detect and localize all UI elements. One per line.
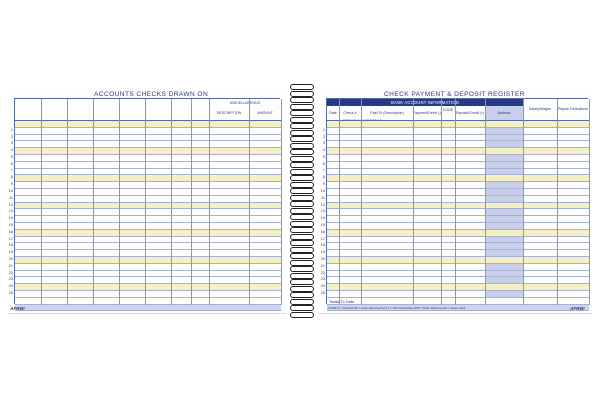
header-rule <box>15 99 281 121</box>
row-number: 10 <box>8 189 13 193</box>
spiral-coil <box>290 188 314 194</box>
row-number: 17 <box>320 236 325 241</box>
ledger-row[interactable] <box>327 277 589 284</box>
spiral-coil <box>290 97 314 103</box>
spiral-coil <box>290 201 314 207</box>
ledger-row[interactable] <box>327 209 589 216</box>
spiral-coil <box>290 221 314 227</box>
row-number: 9 <box>10 182 13 187</box>
row-number: 14 <box>8 216 13 221</box>
right-page <box>318 88 592 314</box>
spiral-coil <box>290 279 314 285</box>
ledger-row[interactable] <box>327 230 589 237</box>
row-number: 16 <box>8 229 13 234</box>
column-rule <box>249 99 250 305</box>
left-page-title: ACCOUNTS CHECKS DRAWN ON <box>94 91 209 98</box>
right-page-title: CHECK PAYMENT & DEPOSIT REGISTER <box>384 91 525 98</box>
ledger-row[interactable] <box>327 141 589 148</box>
row-number: 24 <box>8 284 13 289</box>
row-number: 24 <box>320 284 325 289</box>
column-rule <box>485 99 486 305</box>
col-payroll: Payroll Deductions <box>558 107 588 111</box>
ledger-row[interactable] <box>15 264 281 271</box>
ledger-row[interactable] <box>327 257 589 264</box>
column-rule <box>145 99 146 305</box>
spiral-coil <box>290 299 314 305</box>
column-rule <box>67 99 68 305</box>
ledger-row[interactable] <box>327 250 589 257</box>
column-rule <box>191 99 192 305</box>
ledger-row[interactable] <box>327 155 589 162</box>
spiral-coil <box>290 169 314 175</box>
spiral-coil <box>290 117 314 123</box>
column-rule <box>557 99 558 305</box>
row-number: 1 <box>322 127 325 132</box>
totals-row[interactable] <box>15 305 281 312</box>
ledger-row[interactable] <box>15 189 281 196</box>
col-deposit: Deposit/Credit (+) <box>455 111 485 115</box>
ledger-row[interactable] <box>15 162 281 169</box>
ledger-row[interactable] <box>15 257 281 264</box>
row-number: 7 <box>322 168 325 173</box>
ledger-row[interactable] <box>15 277 281 284</box>
col-balance: Balance <box>497 111 511 115</box>
row-number: 21 <box>320 263 325 268</box>
ledger-row[interactable] <box>15 243 281 250</box>
spiral-coil <box>290 240 314 246</box>
spiral-coil <box>290 182 314 188</box>
row-number: 22 <box>8 270 13 275</box>
ledger-row[interactable] <box>327 298 589 305</box>
ledger-row[interactable] <box>327 148 589 155</box>
column-rule <box>93 99 94 305</box>
spiral-coil <box>290 123 314 129</box>
row-number: 20 <box>8 257 13 261</box>
spiral-coil <box>290 253 314 259</box>
description-header: DESCRIPTION <box>216 111 242 115</box>
amount-header: AMOUNT <box>257 111 273 115</box>
row-number: 11 <box>321 195 325 200</box>
left-ledger-grid <box>14 98 280 304</box>
row-number: 4 <box>10 148 13 153</box>
ledger-row[interactable] <box>15 169 281 176</box>
ledger-row[interactable] <box>15 237 281 244</box>
row-number: 12 <box>8 202 13 207</box>
ledger-row[interactable] <box>15 182 281 189</box>
spiral-coil <box>290 273 314 279</box>
col-paid-to: Paid To (Description) <box>370 111 404 115</box>
ledger-row[interactable] <box>15 216 281 223</box>
spiral-coil <box>290 84 314 90</box>
ledger-row[interactable] <box>327 162 589 169</box>
spiral-coil <box>290 305 314 311</box>
spiral-coil <box>290 136 314 142</box>
spiral-coil <box>290 312 314 318</box>
row-number: 18 <box>320 243 325 248</box>
ledger-row[interactable] <box>327 237 589 244</box>
bank-account-info-bar: BANK ACCOUNT INFORMATION <box>327 99 523 106</box>
spiral-coil <box>290 104 314 110</box>
misc-header: MISCELLANEOUS <box>229 101 261 105</box>
ledger-row[interactable] <box>15 155 281 162</box>
ledger-row[interactable] <box>15 128 281 135</box>
row-number: 4 <box>322 148 325 153</box>
spiral-coil <box>290 286 314 292</box>
ledger-row[interactable] <box>327 175 589 182</box>
ledger-row[interactable] <box>327 128 589 135</box>
spiral-coil <box>290 130 314 136</box>
ledger-row[interactable] <box>327 271 589 278</box>
spiral-coil <box>290 234 314 240</box>
spiral-binding <box>286 84 318 320</box>
ledger-row[interactable] <box>327 284 589 291</box>
column-rule <box>171 99 172 305</box>
ledger-row[interactable] <box>15 291 281 298</box>
spiral-coil <box>290 91 314 97</box>
column-rule <box>119 99 120 305</box>
ledger-row[interactable] <box>15 298 281 305</box>
row-number: 2 <box>10 134 13 139</box>
row-number: 2 <box>322 134 325 139</box>
col-date: Date <box>329 111 337 115</box>
row-number: 3 <box>322 141 325 146</box>
ledger-row[interactable] <box>327 243 589 250</box>
column-rule <box>523 99 524 305</box>
column-rule <box>209 99 210 305</box>
ledger-row[interactable] <box>15 230 281 237</box>
row-number: 13 <box>8 209 13 214</box>
spiral-coil <box>290 266 314 272</box>
col-code: CODE <box>442 108 454 112</box>
column-rule <box>41 99 42 305</box>
ledger-row[interactable] <box>327 223 589 230</box>
spiral-coil <box>290 143 314 149</box>
ledger-row[interactable] <box>327 216 589 223</box>
ledger-row[interactable] <box>327 291 589 298</box>
column-rule <box>441 99 442 305</box>
ledger-row[interactable] <box>15 121 281 128</box>
ledger-row[interactable] <box>327 169 589 176</box>
spiral-coil <box>290 175 314 181</box>
spiral-coil <box>290 156 314 162</box>
col-payment: Payment/Debit (-) <box>413 111 442 115</box>
row-number: 14 <box>320 216 325 221</box>
ledger-row[interactable] <box>15 203 281 210</box>
ledger-row[interactable] <box>15 135 281 142</box>
spiral-coil <box>290 260 314 266</box>
column-rule <box>339 99 340 305</box>
header-rule <box>327 99 589 121</box>
totals-to-date-label: Totals To Date <box>329 299 355 304</box>
column-rule <box>281 99 282 305</box>
row-number: 23 <box>320 277 325 282</box>
ledger-row[interactable] <box>15 141 281 148</box>
row-number: 22 <box>320 270 325 275</box>
column-rule <box>455 99 456 305</box>
spiral-coil <box>290 214 314 220</box>
row-number: 23 <box>8 277 13 282</box>
row-number: 19 <box>8 250 13 255</box>
row-number: 10 <box>320 189 325 193</box>
row-number: 6 <box>322 161 325 166</box>
spiral-coil <box>290 149 314 155</box>
row-number: 11 <box>9 195 13 200</box>
spiral-coil <box>290 227 314 233</box>
column-rule <box>589 99 590 305</box>
row-number: 25 <box>320 291 325 295</box>
row-number: 8 <box>322 175 325 180</box>
ledger-row[interactable] <box>15 284 281 291</box>
spiral-coil <box>290 208 314 214</box>
left-brand-mark: AFR60 <box>10 306 25 311</box>
ledger-row[interactable] <box>15 223 281 230</box>
row-number: 5 <box>10 155 13 159</box>
row-number: 15 <box>8 223 13 227</box>
ledger-row[interactable] <box>327 196 589 203</box>
row-number: 16 <box>320 229 325 234</box>
column-rule <box>361 99 362 305</box>
row-number: 17 <box>8 236 13 241</box>
ledger-row[interactable] <box>15 250 281 257</box>
row-number: 3 <box>10 141 13 146</box>
row-number: 21 <box>8 263 13 268</box>
row-number: 18 <box>8 243 13 248</box>
ledger-row[interactable] <box>327 121 589 128</box>
ledger-row[interactable] <box>327 189 589 196</box>
code-legend: CODE D = Deposit AP = Automatic Payment T = Tax Deductible ATM = Teller Machine DC = Debit Card <box>328 306 466 310</box>
ledger-row[interactable] <box>327 135 589 142</box>
spiral-coil <box>290 110 314 116</box>
row-number: 6 <box>10 161 13 166</box>
right-ledger-grid <box>326 98 588 304</box>
row-number: 9 <box>322 182 325 187</box>
ledger-row[interactable] <box>15 196 281 203</box>
row-number: 19 <box>320 250 325 255</box>
spiral-coil <box>290 162 314 168</box>
row-number: 7 <box>10 168 13 173</box>
row-number: 1 <box>10 127 13 132</box>
ledger-row[interactable] <box>327 203 589 210</box>
row-number: 5 <box>322 155 325 159</box>
col-check: Check # <box>343 111 357 115</box>
ledger-row[interactable] <box>15 271 281 278</box>
row-number: 25 <box>8 291 13 295</box>
column-rule <box>413 99 414 305</box>
ledger-row[interactable] <box>15 209 281 216</box>
ledger-row[interactable] <box>327 264 589 271</box>
ledger-row[interactable] <box>15 148 281 155</box>
right-brand-mark: AFR60 <box>570 306 585 311</box>
spiral-coil <box>290 195 314 201</box>
row-number: 20 <box>320 257 325 261</box>
left-page <box>8 88 286 314</box>
ledger-row[interactable] <box>327 182 589 189</box>
spiral-coil <box>290 247 314 253</box>
row-number: 12 <box>320 202 325 207</box>
col-salary: Salary/Wages <box>528 107 552 111</box>
row-number: 8 <box>10 175 13 180</box>
row-number: 13 <box>320 209 325 214</box>
spiral-coil <box>290 292 314 298</box>
ledger-row[interactable] <box>15 175 281 182</box>
row-number: 15 <box>320 223 325 227</box>
